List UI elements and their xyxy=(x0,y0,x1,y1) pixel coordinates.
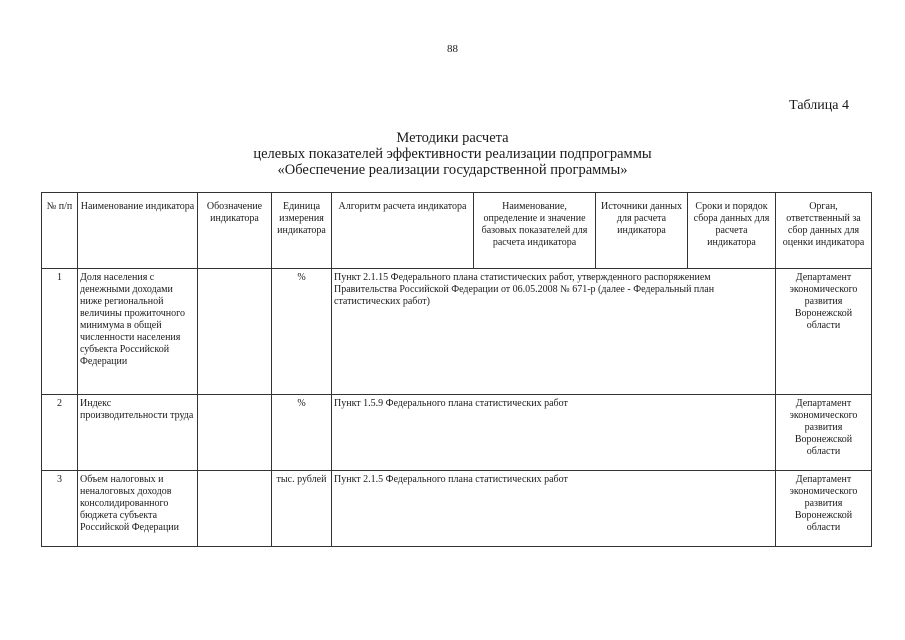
title-line-2: целевых показателей эффективности реализации подпрограммы xyxy=(253,146,652,162)
row-method: Пункт 1.5.9 Федерального плана статистических работ xyxy=(332,395,776,471)
page-number: 88 xyxy=(447,43,458,55)
indicators-table xyxy=(41,192,872,547)
header-unit: Единица измерения индикатора xyxy=(272,193,332,269)
header-row xyxy=(42,193,872,269)
row-num: 2 xyxy=(42,395,78,471)
row-responsible: Департамент экономического развития Воронежской области xyxy=(776,269,872,395)
row-method: Пункт 2.1.15 Федерального плана статистических работ, утвержденного распоряжением Правительства Российской Федерации от 06.05.2008 № 671-р (далее - Федеральный план статистических работ) xyxy=(332,269,776,395)
row-method: Пункт 2.1.5 Федерального плана статистических работ xyxy=(332,471,776,547)
header-algorithm: Алгоритм расчета индикатора xyxy=(332,193,474,269)
row-symbol xyxy=(198,269,272,395)
header-base-indicators: Наименование, определение и значение базовых показателей для расчета индикатора xyxy=(474,193,596,269)
row-responsible: Департамент экономического развития Воронежской области xyxy=(776,395,872,471)
table-label: Таблица 4 xyxy=(789,98,849,113)
table-row xyxy=(42,269,872,395)
title-line-1: Методики расчета xyxy=(396,130,509,146)
row-responsible: Департамент экономического развития Воронежской области xyxy=(776,471,872,547)
header-symbol: Обозначение индикатора xyxy=(198,193,272,269)
row-num: 1 xyxy=(42,269,78,395)
row-indicator-name: Объем налоговых и неналоговых доходов консолидированного бюджета субъекта Российской Федерации xyxy=(78,471,198,547)
header-sources: Источники данных для расчета индикатора xyxy=(596,193,688,269)
row-unit: % xyxy=(272,395,332,471)
document-title xyxy=(0,130,905,178)
header-name: Наименование индикатора xyxy=(78,193,198,269)
row-unit: тыс. рублей xyxy=(272,471,332,547)
row-symbol xyxy=(198,471,272,547)
row-unit: % xyxy=(272,269,332,395)
row-num: 3 xyxy=(42,471,78,547)
row-symbol xyxy=(198,395,272,471)
header-schedule: Сроки и порядок сбора данных для расчета индикатора xyxy=(688,193,776,269)
header-num: № п/п xyxy=(42,193,78,269)
table-row xyxy=(42,395,872,471)
row-indicator-name: Индекс производительности труда xyxy=(78,395,198,471)
header-responsible: Орган, ответственный за сбор данных для оценки индикатора xyxy=(776,193,872,269)
table-row xyxy=(42,471,872,547)
title-line-3: «Обеспечение реализации государственной программы» xyxy=(277,162,628,178)
row-indicator-name: Доля населения с денежными доходами ниже региональной величины прожиточного минимума в общей численности населения субъекта Российской Федерации xyxy=(78,269,198,395)
